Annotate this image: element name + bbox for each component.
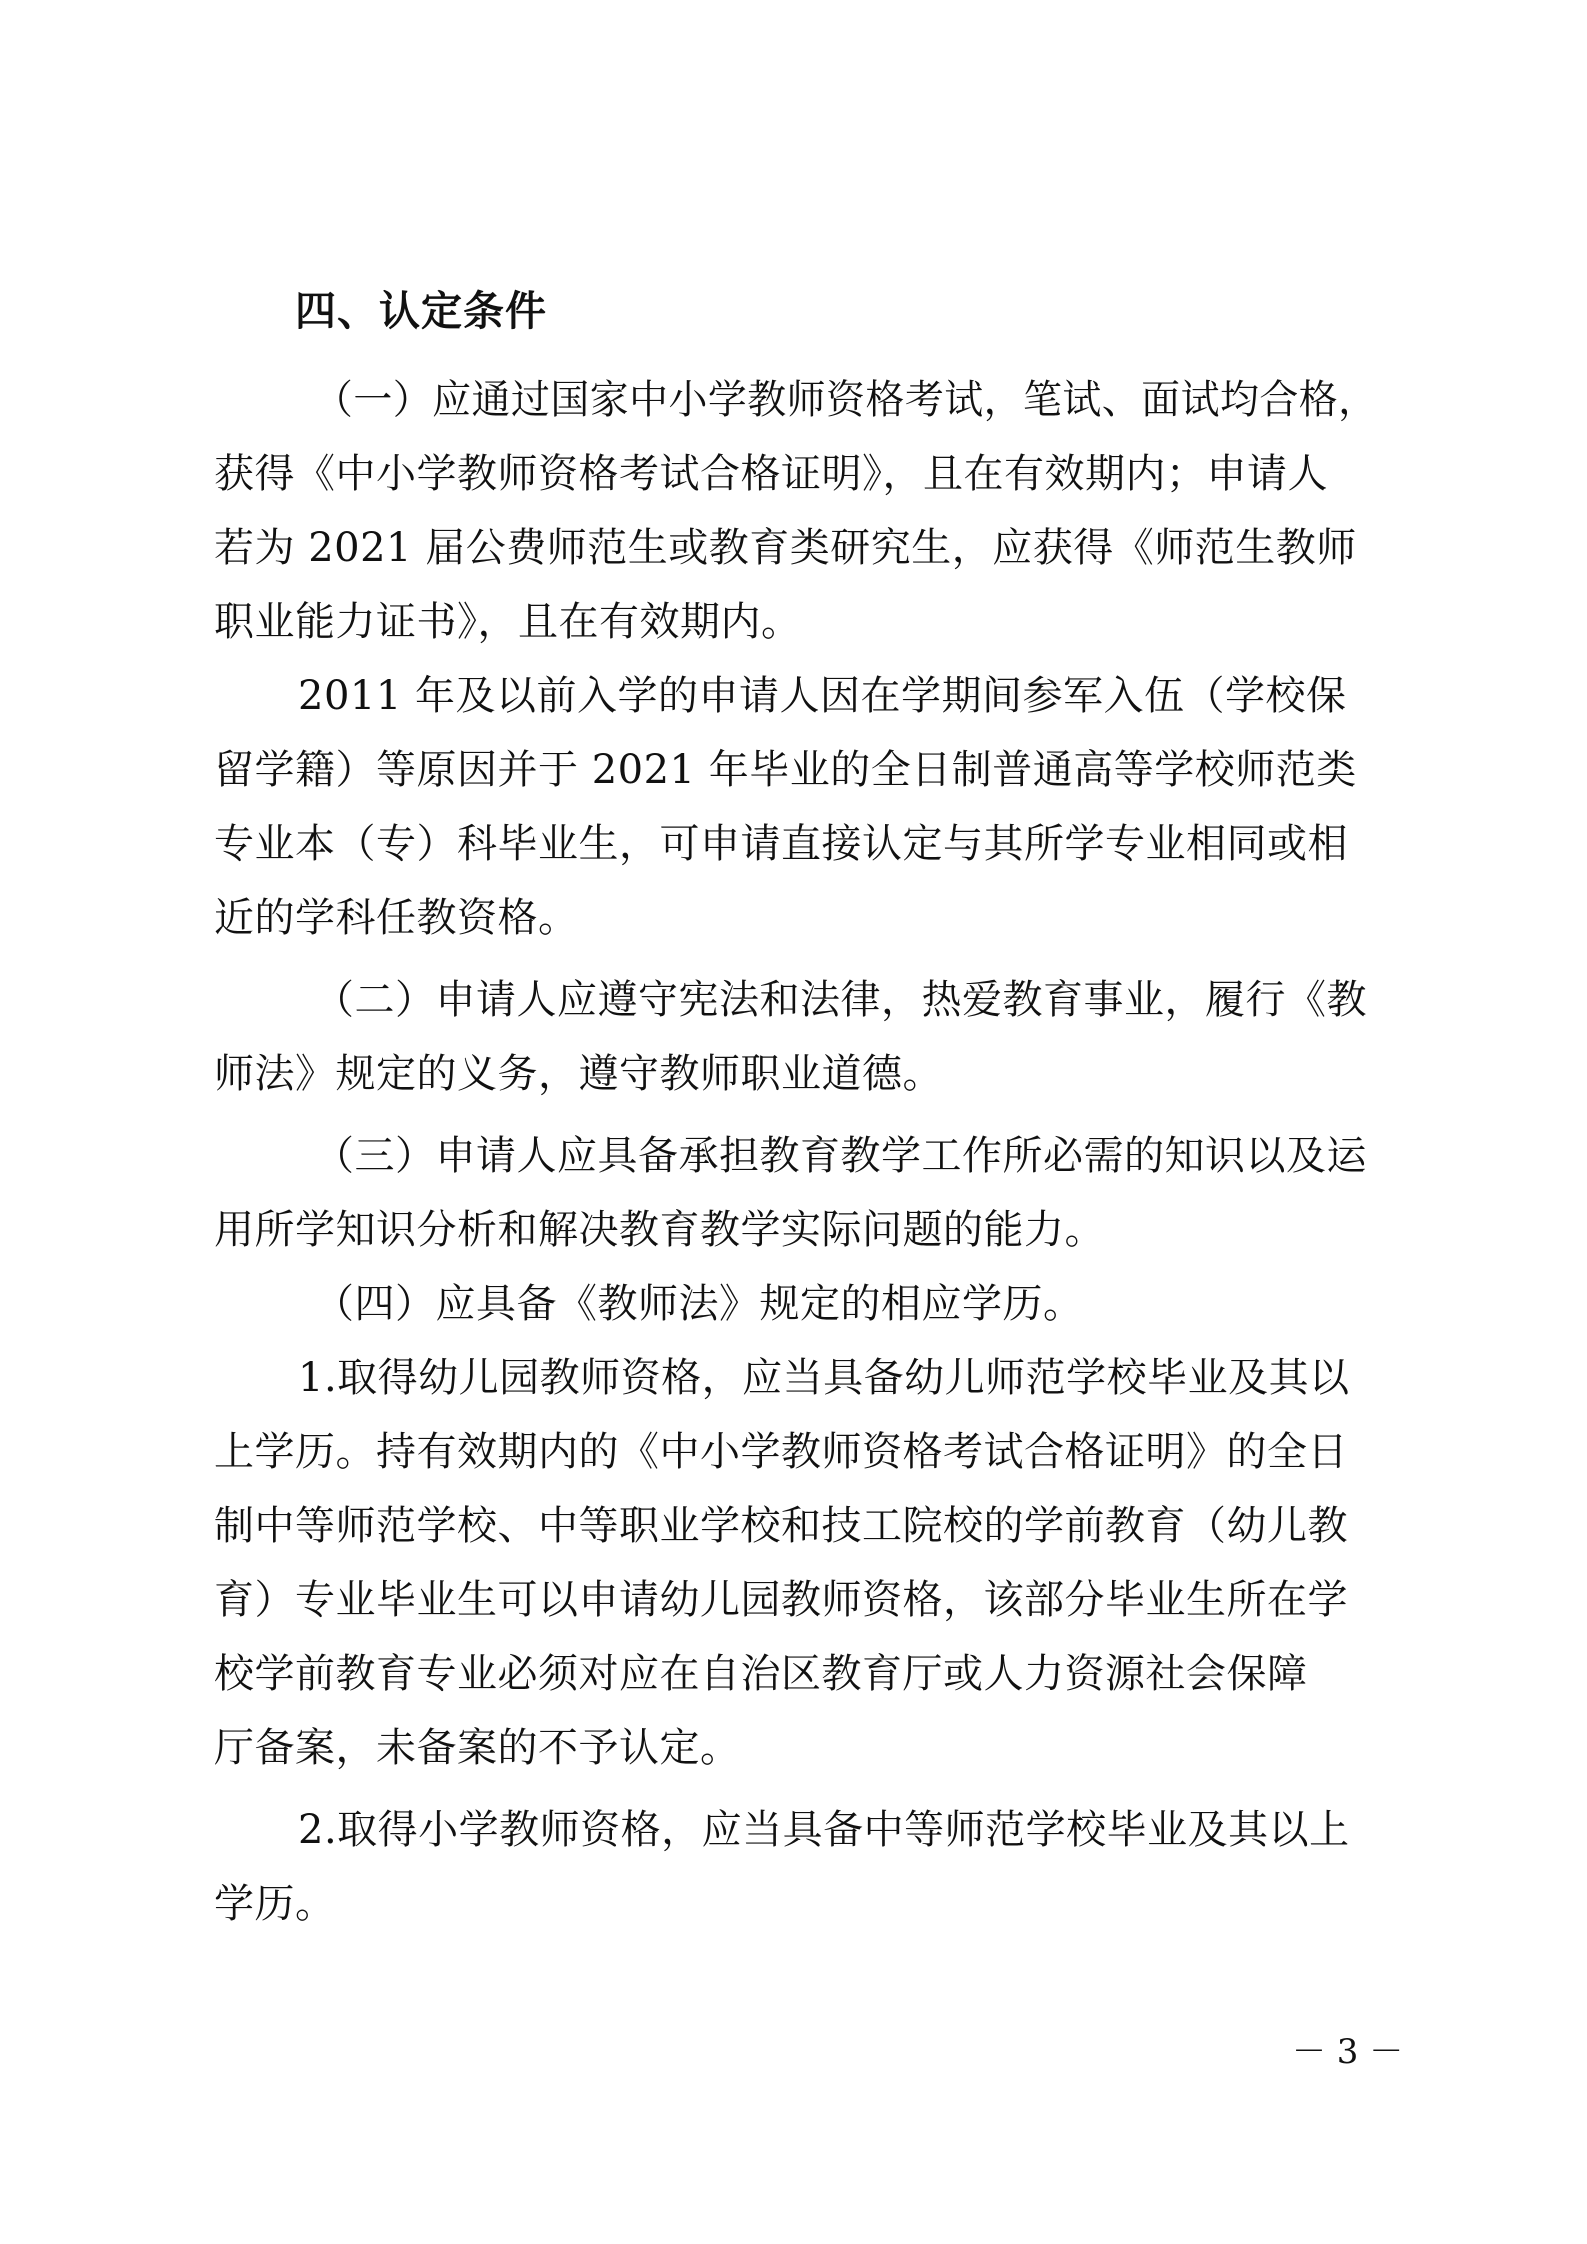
- section-heading: 四、认定条件: [295, 287, 547, 335]
- para3-line2: 师法》规定的义务，遵守教师职业道德。: [214, 1051, 943, 1097]
- item1-line6: 厅备案，未备案的不予认定。: [214, 1725, 741, 1771]
- para3-line1: （二）申请人应遵守宪法和法律，热爱教育事业，履行《教: [314, 977, 1367, 1023]
- item1-line3: 制中等师范学校、中等职业学校和技工院校的学前教育（幼儿教: [214, 1503, 1348, 1549]
- para5-line1: （四）应具备《教师法》规定的相应学历。: [314, 1281, 1084, 1327]
- item1-line4: 育）专业毕业生可以申请幼儿园教师资格，该部分毕业生所在学: [214, 1577, 1348, 1623]
- item1-line2: 上学历。持有效期内的《中小学教师资格考试合格证明》的全日: [214, 1429, 1348, 1475]
- page-number: － 3 －: [1292, 2032, 1404, 2072]
- para2-line4: 近的学科任教资格。: [214, 895, 579, 941]
- para4-line1: （三）申请人应具备承担教育教学工作所必需的知识以及运: [314, 1133, 1367, 1179]
- para2-line1: 2011 年及以前入学的申请人因在学期间参军入伍（学校保: [298, 673, 1347, 719]
- item1-line5: 校学前教育专业必须对应在自治区教育厅或人力资源社会保障: [214, 1651, 1308, 1697]
- para4-line2: 用所学知识分析和解决教育教学实际问题的能力。: [214, 1207, 1105, 1253]
- para1-line2: 获得《中小学教师资格考试合格证明》，且在有效期内；申请人: [214, 451, 1328, 497]
- para1-line3: 若为 2021 届公费师范生或教育类研究生，应获得《师范生教师: [214, 525, 1357, 571]
- item2-line1: 2.取得小学教师资格，应当具备中等师范学校毕业及其以上: [298, 1807, 1350, 1853]
- item2-line2: 学历。: [214, 1881, 336, 1927]
- para2-line3: 专业本（专）科毕业生，可申请直接认定与其所学专业相同或相: [214, 821, 1348, 867]
- para1-line4: 职业能力证书》，且在有效期内。: [214, 599, 802, 645]
- item1-line1: 1.取得幼儿园教师资格，应当具备幼儿师范学校毕业及其以: [298, 1355, 1350, 1401]
- para1-line1: （一）应通过国家中小学教师资格考试，笔试、面试均合格，: [314, 377, 1378, 423]
- para2-line2: 留学籍）等原因并于 2021 年毕业的全日制普通高等学校师范类: [214, 747, 1357, 793]
